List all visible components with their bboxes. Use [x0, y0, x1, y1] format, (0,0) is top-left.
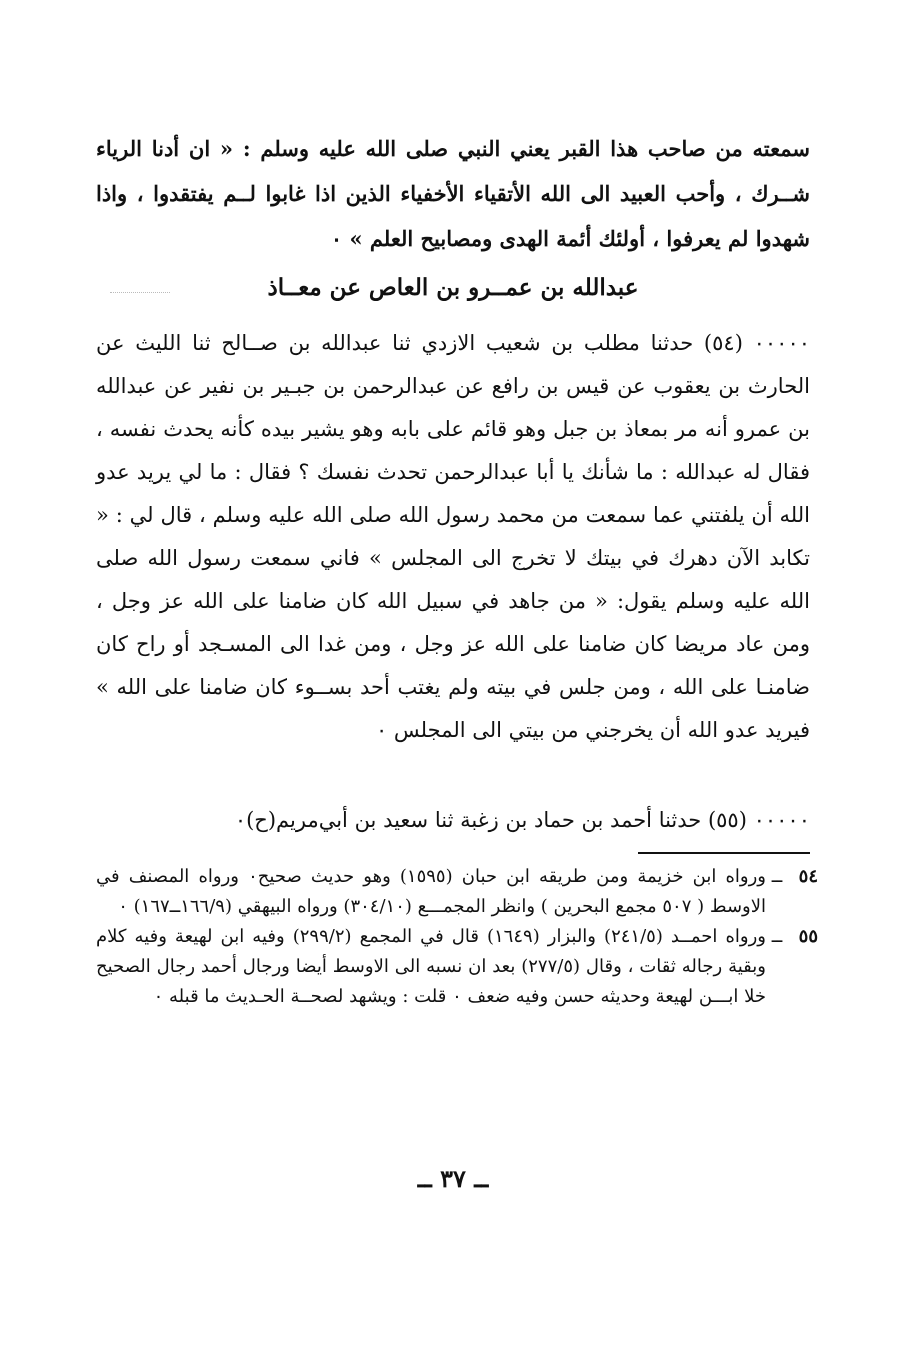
footnote-dash: ــ	[771, 866, 783, 887]
footnote-separator	[638, 852, 810, 854]
footnote-55	[96, 922, 818, 1012]
footnote-dash: ــ	[771, 926, 783, 947]
footnotes	[96, 862, 818, 1012]
hadith-54-paragraph	[96, 322, 810, 752]
footnote-54	[96, 862, 818, 922]
page-number: ــ ٣٧ ــ	[417, 1164, 489, 1193]
hadith-54-text: ٠٠٠٠٠ (٥٤) حدثنا مطلب بن شعيب الازدي ثنا عبدالله بن صــالح ثنا الليث عن الحارث بن يعقوب عن قيس بن رافع عن عبدالرحمن بن جبـير بن نفير عن عبدالله بن عمرو أنه مر بمعاذ بن جبل وهو قائم على بابه وهو يشير بيده كأنه يحدث نفسه ، فقال له عبدالله : ما شأنك يا أبا عبدالرحمن تحدث نفسك ؟ فقال : ما لي يريد عدو الله أن يلفتني عما سمعت من محمد رسول الله صلى الله عليه وسلم ، قال لي : « تكابد الآن دهرك في بيتك لا تخرج الى المجلس » فاني سمعت رسول الله صلى الله عليه وسلم يقول: « من جاهد في سبيل الله كان ضامنا على الله عز وجل ، ومن عاد مريضا كان ضامنا على الله عز وجل ، ومن غدا الى المسـجد أو راح كان ضامنـا على الله ، ومن جلس في بيته ولم يغتب أحد بســوء كان ضامنا على الله » فيريد عدو الله أن يخرجني من بيتي الى المجلس ٠	[96, 331, 811, 742]
footnote-text: ورواه احمــد (٢٤١/٥) والبزار (١٦٤٩) قال في المجمع (٢٩٩/٢) وفيه ابن لهيعة وفيه كلام وبقية رجاله ثقات ، وقال (٢٧٧/٥) بعد ان نسبه الى الاوسط أيضا ورجال أحمد رجال الصحيح خلا ابـــن لهيعة وحديثه حسن وفيه ضعف ٠ قلت : ويشهد لصحــة الحـديث ما قبله ٠	[96, 926, 766, 1007]
footnote-text: ورواه ابن خزيمة ومن طريقه ابن حبان (١٥٩٥) وهو حديث صحيح٠ ورواه المصنف في الاوسط ( ٥٠٧ مجمع البحرين ) وانظر المجمـــع (٣٠٤/١٠) ورواه البيهقي (١٦٦/٩ــ١٦٧) ٠	[96, 866, 766, 917]
hadith-55-line: ٠٠٠٠٠ (٥٥) حدثنا أحمد بن حماد بن زغبة ثنا سعيد بن أبي‌مريم(ح)٠	[234, 808, 810, 832]
opening-paragraph: سمعته من صاحب هذا القبر يعني النبي صلى الله عليه وسلم : « ان أدنا الرياء شــرك ، وأحب العبيد الى الله الأتقياء الأخفياء الذين اذا غابوا لــم يفتقدوا ، واذا شهدوا لم يعرفوا ، أولئك أئمة الهدى ومصابيح العلم » ٠	[96, 136, 810, 251]
footnote-number: ٥٤	[798, 866, 818, 887]
section-heading: عبدالله بن عمــرو بن العاص عن معــاذ	[267, 274, 639, 301]
print-specks	[110, 292, 170, 299]
footnote-number: ٥٥	[798, 926, 818, 947]
